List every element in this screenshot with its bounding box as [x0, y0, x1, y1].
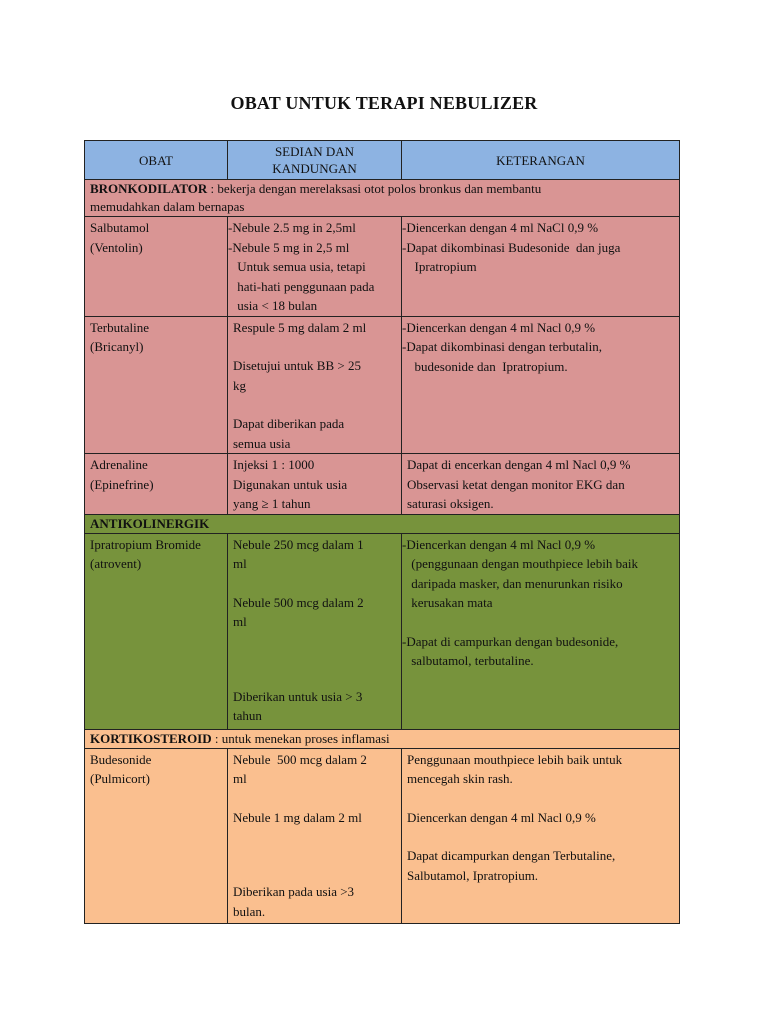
section-header-bronkodilator	[85, 180, 680, 217]
notes-cell: -Diencerkan dengan 4 ml NaCl 0,9 % -Dapat dikombinasi Budesonide dan juga Ipratropium	[402, 217, 680, 317]
notes-cell: -Diencerkan dengan 4 ml Nacl 0,9 % (penggunaan dengan mouthpiece lebih baik daripada masker, dan menurunkan risiko kerusakan mata -Dapat di campurkan dengan budesonide, salbutamol, terbutaline.	[402, 533, 680, 729]
section-description: : bekerja dengan merelaksasi otot polos bronkus dan membantu	[207, 181, 542, 196]
notes-cell: Dapat di encerkan dengan 4 ml Nacl 0,9 % Observasi ketat dengan monitor EKG dan saturasi oksigen.	[402, 454, 680, 515]
section-description-cont: memudahkan dalam bernapas	[90, 199, 245, 214]
header-obat: OBAT	[85, 141, 228, 180]
preparation-cell: Injeksi 1 : 1000 Digunakan untuk usia yang ≥ 1 tahun	[228, 454, 402, 515]
drug-name-cell: Ipratropium Bromide (atrovent)	[85, 533, 228, 729]
section-description: : untuk menekan proses inflamasi	[211, 730, 390, 746]
preparation-cell: Nebule 250 mcg dalam 1 ml Nebule 500 mcg dalam 2 ml Diberikan untuk usia > 3 tahun	[228, 533, 402, 729]
table-row	[85, 748, 680, 923]
table-row	[85, 533, 680, 729]
table-row	[85, 217, 680, 317]
section-name: BRONKODILATOR	[90, 181, 208, 196]
preparation-cell: Nebule 500 mcg dalam 2 ml Nebule 1 mg dalam 2 ml Diberikan pada usia >3 bulan.	[228, 748, 402, 923]
section-header-kortikosteroid	[85, 729, 680, 748]
drug-name-cell: Terbutaline (Bricanyl)	[85, 316, 228, 454]
preparation-cell: Respule 5 mg dalam 2 ml Disetujui untuk BB > 25 kg Dapat diberikan pada semua usia	[228, 316, 402, 454]
header-sedian: SEDIAN DAN KANDUNGAN	[228, 141, 402, 180]
notes-cell: Penggunaan mouthpiece lebih baik untuk mencegah skin rash. Diencerkan dengan 4 ml Nacl 0,9 % Dapat dicampurkan dengan Terbutaline, Salbutamol, Ipratropium.	[402, 748, 680, 923]
section-name: ANTIKOLINERGIK	[90, 515, 210, 531]
header-row	[85, 141, 680, 180]
notes-cell: -Diencerkan dengan 4 ml Nacl 0,9 % -Dapat dikombinasi dengan terbutalin, budesonide dan Ipratropium.	[402, 316, 680, 454]
preparation-cell: -Nebule 2.5 mg in 2,5ml -Nebule 5 mg in 2,5 ml Untuk semua usia, tetapi hati-hati penggunaan pada usia < 18 bulan	[228, 217, 402, 317]
table-row	[85, 316, 680, 454]
table-row	[85, 454, 680, 515]
page-title: OBAT UNTUK TERAPI NEBULIZER	[230, 93, 538, 113]
section-header-antikolinergik	[85, 514, 680, 533]
section-name: KORTIKOSTEROID	[90, 730, 212, 746]
drug-name-cell: Salbutamol (Ventolin)	[85, 217, 228, 317]
header-keterangan: KETERANGAN	[402, 141, 680, 180]
drug-name-cell: Budesonide (Pulmicort)	[85, 748, 228, 923]
drug-name-cell: Adrenaline (Epinefrine)	[85, 454, 228, 515]
drug-table	[84, 140, 680, 924]
